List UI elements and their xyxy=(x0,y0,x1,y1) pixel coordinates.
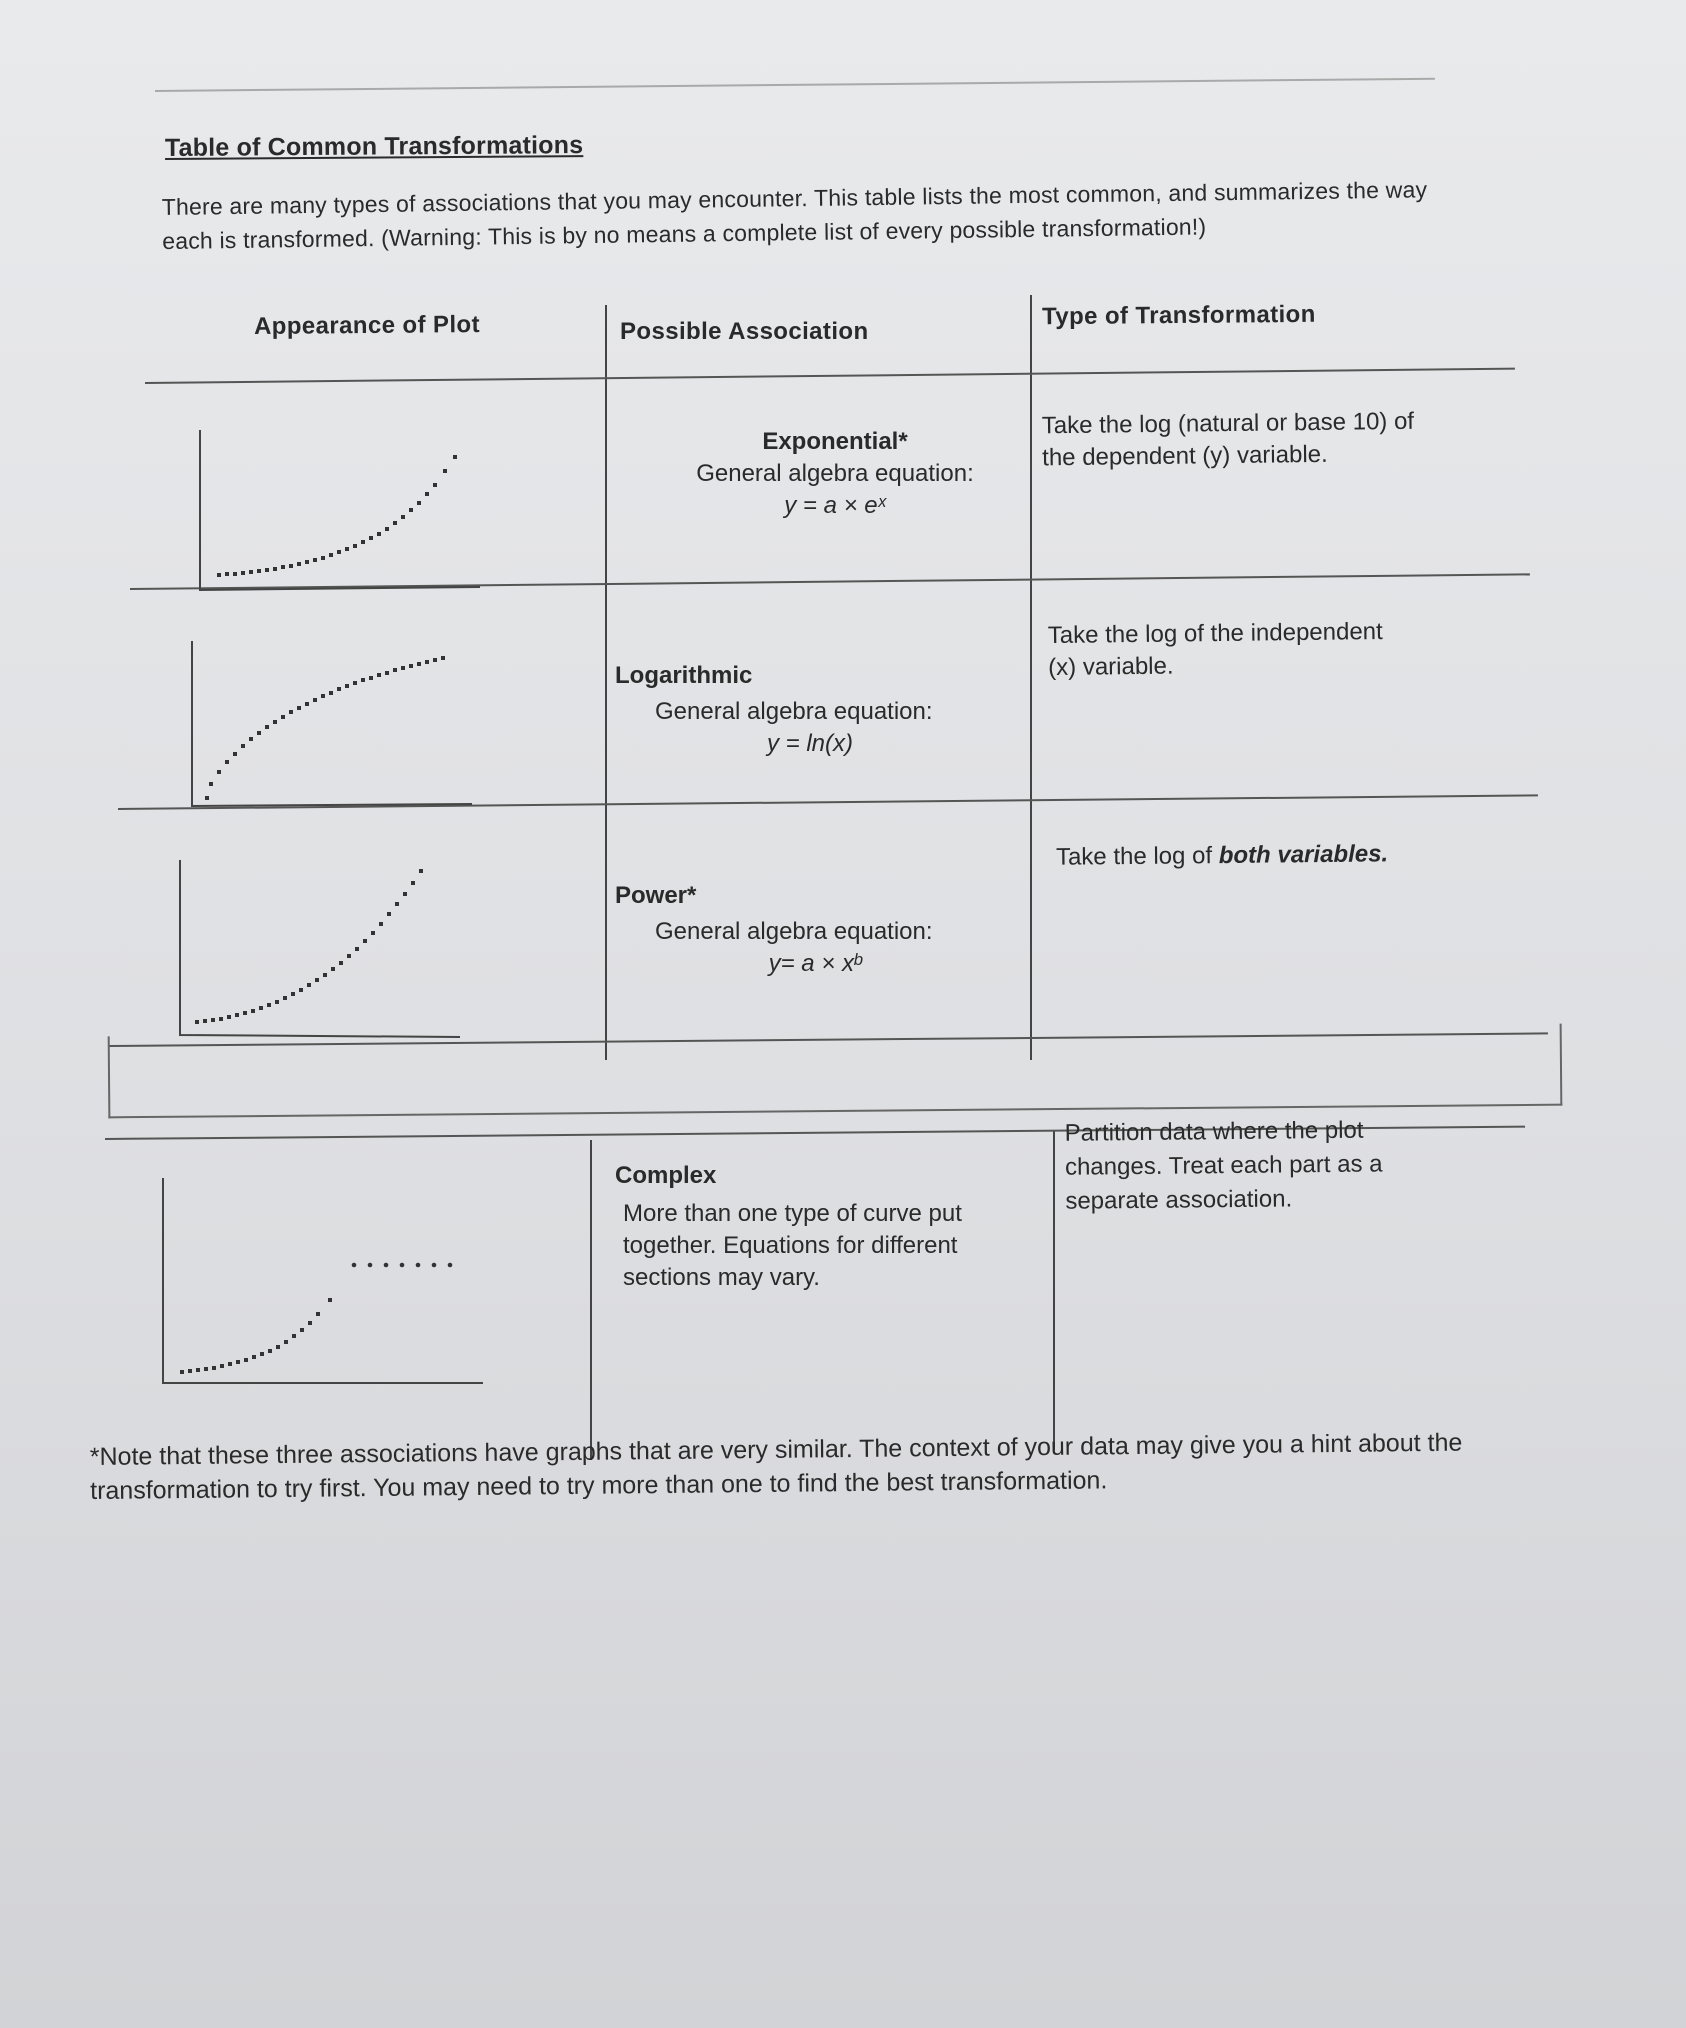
exponential-equation: y = a × eˣ xyxy=(784,492,886,519)
intro-paragraph: There are many types of associations that you may encounter. This table lists the most common, and summarizes the way each is transformed. (Warning: This is by no means a complete list of every possible transformation!) xyxy=(161,176,1428,254)
transformations-table xyxy=(70,40,1550,2000)
footnote: *Note that these three associations have graphs that are very similar. The context of your data may give you a hint about the transformation to try first. You may need to try more than one to find the best transformation. xyxy=(89,1428,1463,1505)
power-points xyxy=(195,869,423,1024)
logarithmic-points xyxy=(205,656,445,800)
power-transformation-a: Take the log of xyxy=(1055,842,1219,871)
row-power-association xyxy=(615,880,1015,980)
col-divider-1b xyxy=(590,1140,592,1460)
logarithmic-transformation: Take the log of the independent (x) variable. xyxy=(1047,617,1383,682)
document-page xyxy=(70,40,1550,2000)
row-exponential-association xyxy=(655,426,1015,522)
logarithmic-plot xyxy=(187,636,477,816)
power-name: Power* xyxy=(615,882,697,909)
exponential-transformation: Take the log (natural or base 10) of the dependent (y) variable. xyxy=(1041,407,1415,472)
complex-plot xyxy=(158,1173,488,1393)
complex-name: Complex xyxy=(615,1162,717,1189)
col-divider-2b xyxy=(1053,1130,1055,1450)
exponential-plot xyxy=(195,425,485,600)
power-equation-text: y= a × xᵇ xyxy=(768,950,862,977)
complex-transformation: Partition data where the plot changes. Treat each part as a separate association. xyxy=(1064,1116,1383,1215)
exponential-eq-label: General algebra equation: xyxy=(696,460,974,487)
col-divider-1 xyxy=(605,305,607,1060)
logarithmic-name: Logarithmic xyxy=(615,662,753,689)
row-logarithmic-association xyxy=(615,660,1005,760)
exponential-points xyxy=(217,455,457,577)
power-transformation-b: both variables. xyxy=(1218,840,1389,870)
header-rule xyxy=(145,368,1515,384)
header-transformation: Type of Transformation xyxy=(1041,300,1316,331)
col-divider-2 xyxy=(1030,295,1032,1060)
power-eq-label: General algebra equation: xyxy=(655,918,933,945)
page-title: Table of Common Transformations xyxy=(164,131,584,162)
complex-points xyxy=(180,1263,452,1374)
power-equation xyxy=(615,948,1015,980)
complex-description: More than one type of curve put together. Equations for different sections may vary. xyxy=(623,1200,962,1291)
exponential-name: Exponential* xyxy=(762,428,908,455)
logarithmic-equation xyxy=(615,728,1005,760)
logarithmic-equation-text: y = ln(x) xyxy=(766,730,853,757)
logarithmic-eq-label: General algebra equation: xyxy=(655,698,933,725)
power-transformation xyxy=(1056,838,1396,874)
header-association: Possible Association xyxy=(620,318,869,345)
power-plot xyxy=(175,855,465,1045)
row-complex-association xyxy=(615,1160,1015,1294)
header-plot: Appearance of Plot xyxy=(253,311,481,340)
